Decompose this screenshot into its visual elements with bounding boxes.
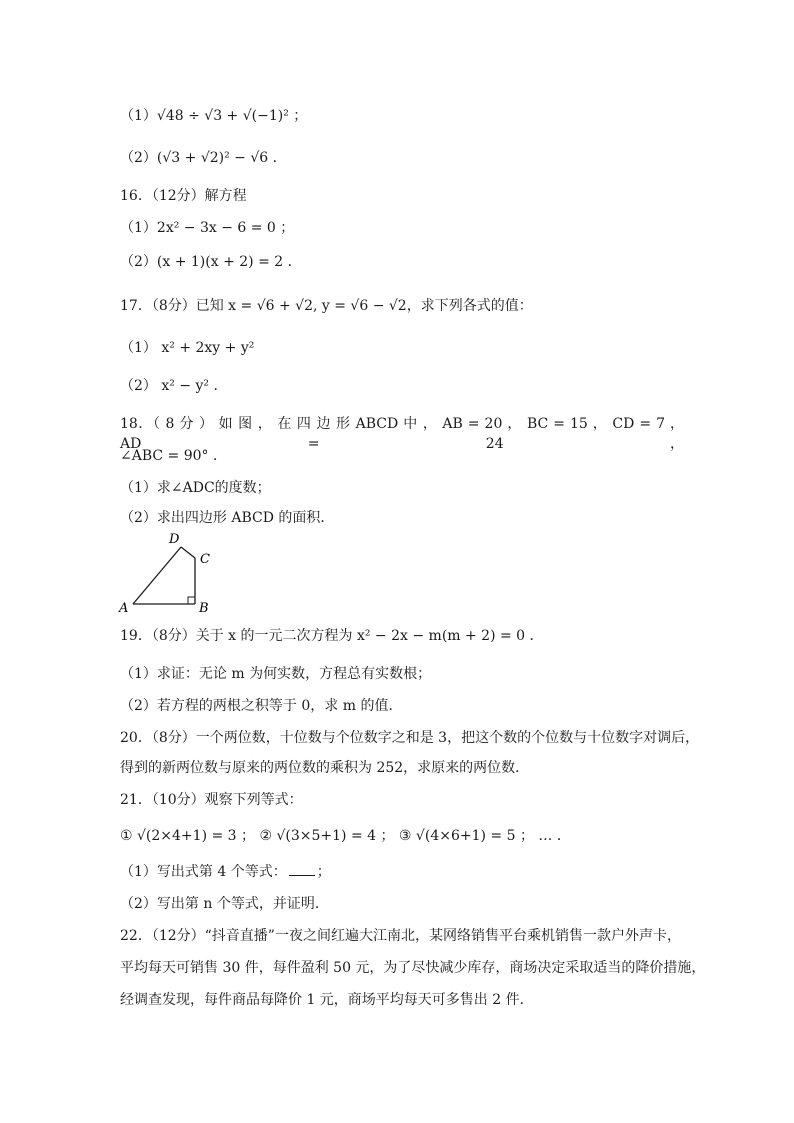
line-22-title: 22．（12分）“抖音直播”一夜之间红遍大江南北，某网络销售平台乘机销售一款户外声卡， (120, 928, 681, 944)
line-20-title: 20．（8分）一个两位数，十位数与个位数字之和是 3，把这个数的个位数与十位数字对调后， (120, 730, 700, 746)
line-18-2: （2）求出四边形 ABCD 的面积． (120, 510, 335, 526)
line-15-2: （2）(√3 + √2)² − √6 ． (120, 150, 287, 166)
line-16-2: （2）(x + 1)(x + 2) = 2 ． (120, 254, 302, 270)
line-21-1-end: ； (316, 864, 331, 880)
line-16-1: （1）2x² − 3x − 6 = 0 ； (120, 220, 295, 236)
line-21-examples: ① √(2×4+1) = 3 ； ② √(3×5+1) = 4 ； ③ √(4×6+1) = 5 ； … ． (120, 828, 571, 844)
line-22-cont-2: 经调查发现，每件商品每降价 1 元，商场平均每天可多售出 2 件． (120, 992, 534, 1008)
line-17-2: （2） x² − y² ． (120, 378, 228, 394)
label-b: B (199, 601, 209, 616)
line-18-angle: ∠ABC = 90° ． (120, 448, 227, 464)
label-a: A (119, 601, 129, 616)
line-17-title: 17．（8分）已知 x = √6 + √2, y = √6 − √2，求下列各式的值： (120, 298, 533, 314)
quadrilateral-figure (115, 528, 225, 616)
right-angle-mark (188, 597, 195, 604)
side-da (133, 547, 181, 604)
line-16-title: 16．（12分）解方程 (120, 188, 247, 204)
line-19-2: （2）若方程的两根之积等于 0，求 m 的值． (120, 698, 403, 714)
line-18-title: 18．（ 8 分 ） 如 图 ， 在 四 边 形 ABCD 中 ， AB = 20 ， BC = 15 ， CD = 7 ， AD = 24 ， (120, 416, 684, 452)
side-cd (181, 547, 195, 558)
line-21-1 (120, 862, 684, 882)
line-18-1: （1）求∠ADC的度数； (120, 480, 271, 496)
line-21-1-text: （1）写出式第 4 个等式： (120, 864, 287, 880)
line-19-1: （1）求证：无论 m 为何实数，方程总有实数根； (120, 666, 432, 682)
line-22-cont-1: 平均每天可销售 30 件，每件盈利 50 元，为了尽快减少库存，商场决定采取适当的降价措施， (120, 960, 706, 976)
answer-blank[interactable] (289, 874, 315, 876)
line-19-title: 19．（8分）关于 x 的一元二次方程为 x² − 2x − m(m + 2) = 0 ． (120, 628, 544, 644)
line-21-2: （2）写出第 n 个等式，并证明． (120, 896, 329, 912)
line-15-1: （1）√48 ÷ √3 + √(−1)² ； (120, 108, 308, 124)
label-c: C (200, 552, 210, 567)
line-21-title: 21．（10分）观察下列等式： (120, 792, 303, 808)
line-20-cont: 得到的新两位数与原来的两位数的乘积为 252，求原来的两位数． (120, 760, 530, 776)
label-d: D (169, 532, 180, 547)
line-17-1: （1） x² + 2xy + y² (120, 340, 255, 356)
